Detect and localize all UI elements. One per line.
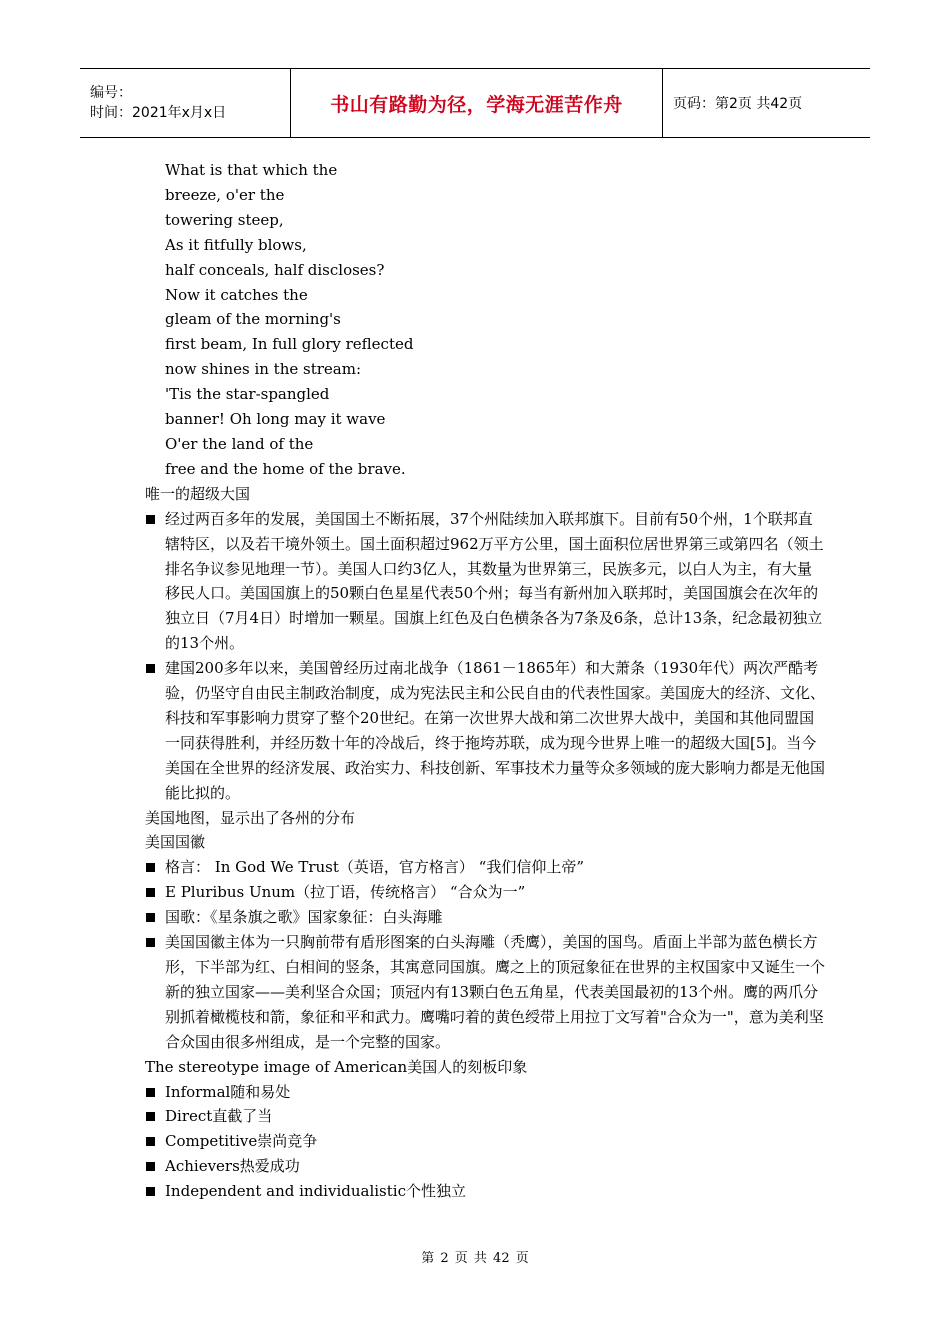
- list-item-text: 建国200多年以来，美国曾经历过南北战争（1861－1865年）和大萧条（1930年代）两次严酷考验，仍坚守自由民主制政治制度，成为宪法民主和公民自由的代表性国家。美国庞大的经济、文化、科技和军事影响力贯穿了整个20世纪。在第一次世界大战和第二次世界大战中，美国和其他同盟国一同获得胜利，并经历数十年的冷战后，终于拖垮苏联，成为现今世界上唯一的超级大国[5]。当今美国在全世界的经济发展、政治实力、科技创新、军事技术力量等众多领域的庞大影响力都是无他国能比拟的。: [165, 659, 826, 802]
- square-bullet-icon: [146, 888, 155, 897]
- page-number-label: 页码：第2页 共42页: [673, 96, 803, 112]
- header-left-cell: [80, 69, 291, 137]
- square-bullet-icon: [146, 913, 155, 922]
- square-bullet-icon: [146, 863, 155, 872]
- page-header: [80, 68, 870, 138]
- square-bullet-icon: [146, 1112, 155, 1121]
- square-bullet-icon: [146, 1137, 155, 1146]
- poem-line: breeze, o'er the: [165, 185, 285, 204]
- anthem-poem: [145, 158, 825, 482]
- list-item-text: 格言： In God We Trust（英语，官方格言） “我们信仰上帝”: [165, 858, 585, 877]
- superpower-heading: 唯一的超级大国: [145, 484, 251, 503]
- stereotype-heading: The stereotype image of American美国人的刻板印象: [145, 1057, 528, 1076]
- list-item: [145, 656, 825, 805]
- poem-line: half conceals, half discloses?: [165, 260, 385, 279]
- square-bullet-icon: [146, 664, 155, 673]
- list-item: [145, 1179, 825, 1204]
- list-item-text: Independent and individualistic个性独立: [165, 1182, 466, 1201]
- square-bullet-icon: [146, 1162, 155, 1171]
- header-motto-cell: [291, 69, 663, 137]
- motto-text: 书山有路勤为径，学海无涯苦作舟: [330, 93, 623, 116]
- list-item-text: Achievers热爱成功: [165, 1157, 300, 1176]
- list-item-text: 美国国徽主体为一只胸前带有盾形图案的白头海雕（秃鹰），美国的国鸟。盾面上半部为蓝色横长方形，下半部为红、白相间的竖条，其寓意同国旗。鹰之上的顶冠象征在世界的主权国家中又诞生一个新的独立国家——美利坚合众国；顶冠内有13颗白色五角星，代表美国最初的13个州。鹰的两爪分别抓着橄榄枝和箭，象征和平和武力。鹰嘴叼着的黄色绶带上用拉丁文写着"合众为一"，意为美利坚合众国由很多州组成，是一个完整的国家。: [165, 933, 826, 1051]
- poem-line: gleam of the morning's: [165, 310, 341, 329]
- list-item-text: E Pluribus Unum（拉丁语，传统格言） “合众为一”: [165, 883, 526, 902]
- time-label: 时间：2021年x月x日: [90, 105, 227, 121]
- list-item: [145, 905, 825, 930]
- poem-line: As it fitfully blows,: [165, 235, 307, 254]
- poem-line: O'er the land of the: [165, 434, 314, 453]
- poem-line: 'Tis the star-spangled: [165, 385, 330, 404]
- list-item-text: Direct直截了当: [165, 1107, 273, 1126]
- list-item: [145, 1129, 825, 1154]
- list-item-text: Competitive崇尚竞争: [165, 1132, 318, 1151]
- list-item: [145, 507, 825, 656]
- list-item: [145, 1154, 825, 1179]
- header-right-cell: [663, 69, 870, 137]
- number-label: 编号：: [90, 85, 132, 101]
- square-bullet-icon: [146, 515, 155, 524]
- poem-line: Now it catches the: [165, 285, 308, 304]
- square-bullet-icon: [146, 938, 155, 947]
- emblem-heading: 美国国徽: [145, 833, 206, 852]
- page-footer: 第 2 页 共 42 页: [421, 1251, 529, 1266]
- list-item: [145, 855, 825, 880]
- square-bullet-icon: [146, 1088, 155, 1097]
- list-item-text: 国歌：《星条旗之歌》国家象征：白头海雕: [165, 908, 443, 927]
- list-item: [145, 930, 825, 1055]
- poem-line: towering steep,: [165, 210, 284, 229]
- poem-line: now shines in the stream:: [165, 360, 362, 379]
- list-item: [145, 1104, 825, 1129]
- document-body: [145, 158, 825, 1204]
- poem-line: first beam, In full glory reflected: [165, 335, 414, 354]
- list-item: [145, 880, 825, 905]
- map-caption: 美国地图，显示出了各州的分布: [145, 808, 356, 827]
- list-item-text: Informal随和易处: [165, 1082, 291, 1101]
- poem-line: banner! Oh long may it wave: [165, 410, 386, 429]
- list-item-text: 经过两百多年的发展，美国国土不断拓展，37个州陆续加入联邦旗下。目前有50个州，1个联邦直辖特区，以及若干境外领土。国土面积超过962万平方公里，国土面积位居世界第三或第四名（领土排名争议参见地理一节）。美国人口约3亿人，其数量为世界第三，民族多元，以白人为主，有大量移民人口。美国国旗上的50颗白色星星代表50个州；每当有新州加入联邦时，美国国旗会在次年的独立日（7月4日）时增加一颗星。国旗上红色及白色横条各为7条及6条，总计13条，纪念最初独立的13个州。: [165, 509, 824, 653]
- poem-line: What is that which the: [165, 161, 338, 179]
- square-bullet-icon: [146, 1187, 155, 1196]
- list-item: [145, 1080, 825, 1105]
- poem-line: free and the home of the brave.: [165, 459, 406, 478]
